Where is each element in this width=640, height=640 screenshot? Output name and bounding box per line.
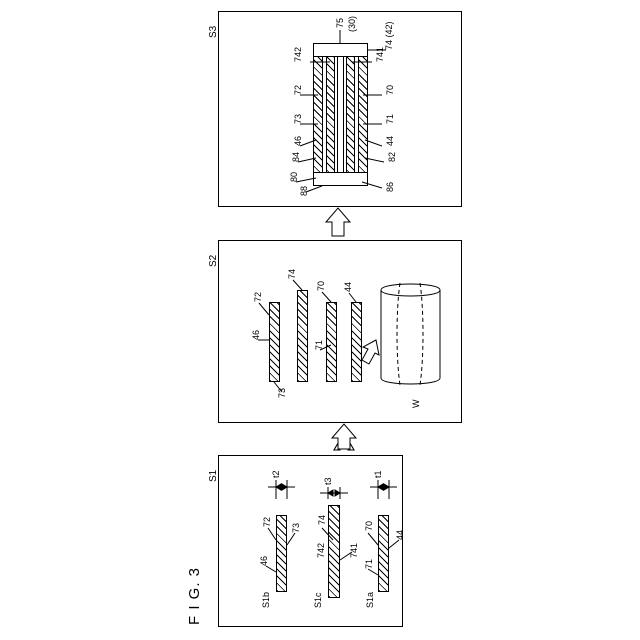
s1-layer-70-44 xyxy=(378,515,389,592)
s2-part-71: 71 xyxy=(314,339,324,350)
s3-part-30: (30) xyxy=(347,15,357,32)
s3-layer-70 xyxy=(358,55,368,175)
s3-part-71: 71 xyxy=(385,113,395,124)
s1-layer-72-73 xyxy=(276,515,287,592)
s1-label-s1a: S1a xyxy=(365,591,375,608)
s1-part-73: 73 xyxy=(291,522,301,533)
s1-part-71: 71 xyxy=(364,558,374,569)
s3-layer-72 xyxy=(313,55,323,175)
s2-layer-44 xyxy=(351,302,362,382)
s3-part-80: 80 xyxy=(289,171,299,182)
s3-cap-top xyxy=(313,43,368,57)
s3-layer-742 xyxy=(326,45,335,179)
s1-part-741: 741 xyxy=(349,542,359,558)
s2-layer-72-73 xyxy=(269,302,280,382)
s1-part-70: 70 xyxy=(364,520,374,531)
s2-part-73: 73 xyxy=(277,387,287,398)
s1-label-s1b: S1b xyxy=(261,591,271,608)
s3-cap-bottom xyxy=(313,172,368,186)
s1-layer-74 xyxy=(328,505,340,598)
s3-part-75: 75 xyxy=(335,17,345,28)
s1-label-t2: t2 xyxy=(271,470,281,478)
s1-part-44: 44 xyxy=(395,529,405,540)
panel-s2-label: S2 xyxy=(208,254,219,267)
s3-part-742: 742 xyxy=(293,46,303,62)
s3-part-73: 73 xyxy=(293,113,303,124)
s2-layer-74 xyxy=(297,290,308,382)
s3-part-82: 82 xyxy=(387,151,397,162)
s3-part-88: 88 xyxy=(299,185,309,196)
panel-s1-label: S1 xyxy=(208,469,219,482)
panel-s1 xyxy=(218,455,403,627)
figure-title: F I G. 3 xyxy=(186,566,203,625)
s3-part-70: 70 xyxy=(385,84,395,95)
s2-label-w: W xyxy=(411,399,421,408)
s1-part-742: 742 xyxy=(316,542,326,558)
s3-part-72: 72 xyxy=(293,84,303,95)
s3-part-44: 44 xyxy=(385,135,395,146)
s1-part-74: 74 xyxy=(317,514,327,525)
panel-s3-label: S3 xyxy=(208,25,219,38)
flow-arrow-s1-s2 xyxy=(334,433,354,450)
s1-part-72: 72 xyxy=(262,516,272,527)
s3-part-86: 86 xyxy=(385,181,395,192)
s2-part-70: 70 xyxy=(316,280,326,291)
s3-layer-741 xyxy=(346,45,355,179)
s3-part-741: 741 xyxy=(375,46,385,62)
s1-label-t1: t1 xyxy=(373,470,383,478)
s2-layer-71-70 xyxy=(326,302,337,382)
s2-part-44: 44 xyxy=(343,281,353,292)
s2-part-72: 72 xyxy=(253,291,263,302)
s1-part-46: 46 xyxy=(259,555,269,566)
s1-label-s1c: S1c xyxy=(313,592,323,608)
s3-part-84: 84 xyxy=(291,151,301,162)
s3-part-46: 46 xyxy=(293,135,303,146)
s1-label-t3: t3 xyxy=(323,477,333,485)
s3-part-74-42: 74 (42) xyxy=(384,21,394,50)
s2-part-74: 74 xyxy=(287,268,297,279)
s3-layer-75 xyxy=(337,45,344,179)
s2-part-46: 46 xyxy=(251,329,261,340)
